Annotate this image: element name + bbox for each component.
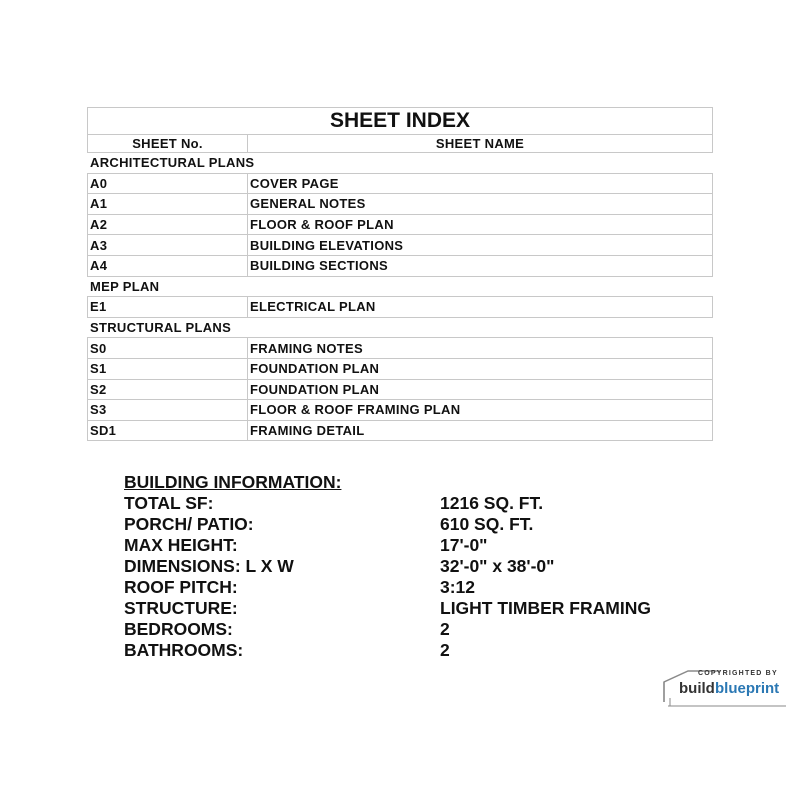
sheet-number: S0: [88, 338, 248, 359]
sheet-number: S1: [88, 358, 248, 379]
info-row: [124, 493, 684, 514]
info-value: 610 SQ. FT.: [440, 514, 534, 534]
info-row: [124, 598, 684, 619]
sheet-index-title-row: [88, 108, 713, 135]
sheet-number: SD1: [88, 420, 248, 441]
sheet-name: COVER PAGE: [248, 173, 713, 194]
sheet-index-title: SHEET INDEX: [88, 108, 713, 135]
sheet-index-table: [87, 107, 713, 441]
info-value: 17'-0": [440, 535, 488, 555]
table-row: [88, 173, 713, 194]
info-value: 3:12: [440, 577, 476, 597]
table-row: [88, 297, 713, 318]
table-row: [88, 194, 713, 215]
building-info-heading: BUILDING INFORMATION:: [124, 472, 342, 492]
column-header-sheet-no: SHEET No.: [88, 135, 248, 153]
section-mep-plan: MEP PLAN: [88, 276, 713, 297]
sheet-number: S2: [88, 379, 248, 400]
table-row: [88, 255, 713, 276]
sheet-index-header-row: [88, 135, 713, 153]
info-label: ROOF PITCH:: [124, 577, 238, 597]
info-label: TOTAL SF:: [124, 493, 214, 513]
section-structural-plans: STRUCTURAL PLANS: [88, 317, 713, 338]
sheet-name: GENERAL NOTES: [248, 194, 713, 215]
sheet-number: A3: [88, 235, 248, 256]
info-row: [124, 556, 684, 577]
sheet-name: FLOOR & ROOF FRAMING PLAN: [248, 400, 713, 421]
table-row: [88, 420, 713, 441]
sheet-name: BUILDING SECTIONS: [248, 255, 713, 276]
building-information: [124, 472, 684, 661]
section-row: [88, 317, 713, 338]
info-row: [124, 640, 684, 661]
info-label: DIMENSIONS: L X W: [124, 556, 294, 576]
section-architectural-plans: ARCHITECTURAL PLANS: [88, 153, 713, 174]
sheet-name: FOUNDATION PLAN: [248, 358, 713, 379]
info-value: 1216 SQ. FT.: [440, 493, 544, 513]
sheet-name: FRAMING DETAIL: [248, 420, 713, 441]
table-row: [88, 400, 713, 421]
watermark-brand-build: build: [679, 680, 715, 697]
sheet-name: ELECTRICAL PLAN: [248, 297, 713, 318]
info-row: [124, 619, 684, 640]
info-row: [124, 535, 684, 556]
info-value: 2: [440, 619, 450, 639]
table-row: [88, 214, 713, 235]
sheet-number: S3: [88, 400, 248, 421]
info-row: [124, 577, 684, 598]
column-header-sheet-name: SHEET NAME: [248, 135, 713, 153]
sheet-number: A2: [88, 214, 248, 235]
sheet-name: FLOOR & ROOF PLAN: [248, 214, 713, 235]
sheet-number: E1: [88, 297, 248, 318]
table-row: [88, 358, 713, 379]
info-value: 2: [440, 640, 450, 660]
watermark-caption: COPYRIGHTED BY: [698, 670, 778, 677]
section-row: [88, 153, 713, 174]
copyright-watermark: [662, 668, 790, 708]
section-row: [88, 276, 713, 297]
info-value: 32'-0" x 38'-0": [440, 556, 555, 576]
info-row: [124, 514, 684, 535]
info-label: MAX HEIGHT:: [124, 535, 238, 555]
table-row: [88, 338, 713, 359]
info-label: PORCH/ PATIO:: [124, 514, 254, 534]
info-label: BEDROOMS:: [124, 619, 233, 639]
sheet-number: A0: [88, 173, 248, 194]
info-value: LIGHT TIMBER FRAMING: [440, 598, 651, 618]
sheet-number: A1: [88, 194, 248, 215]
sheet-number: A4: [88, 255, 248, 276]
info-label: STRUCTURE:: [124, 598, 238, 618]
info-label: BATHROOMS:: [124, 640, 244, 660]
sheet-name: BUILDING ELEVATIONS: [248, 235, 713, 256]
watermark-brand-blueprint: blueprint: [715, 680, 780, 697]
sheet-name: FRAMING NOTES: [248, 338, 713, 359]
sheet-name: FOUNDATION PLAN: [248, 379, 713, 400]
table-row: [88, 379, 713, 400]
table-row: [88, 235, 713, 256]
